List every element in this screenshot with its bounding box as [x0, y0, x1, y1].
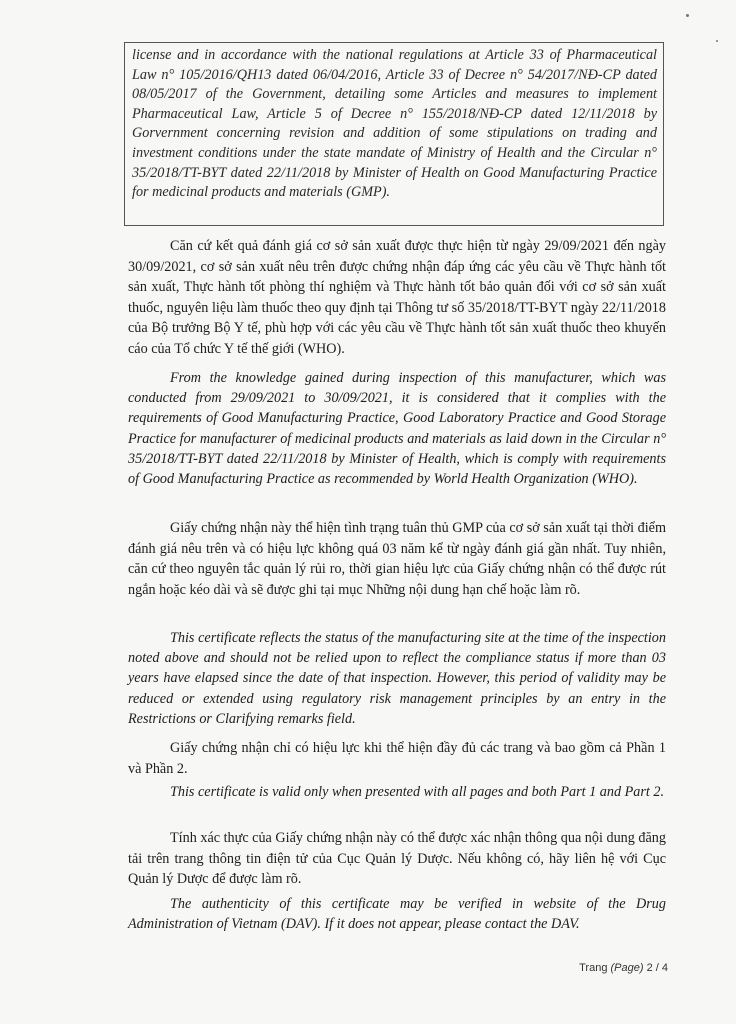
paragraph-inspection-vi: Căn cứ kết quả đánh giá cơ sở sản xuất được thực hiện từ ngày 29/09/2021 đến ngày 30/09/2021, cơ sở sản xuất nêu trên được chứng nhận đáp ứng các yêu cầu về Thực hành tốt sản xuất, Thực hành tốt phòng thí nghiệm và Thực hành tốt bảo quản đối với cơ sở sản xuất thuốc, nguyên liệu làm thuốc theo quy định tại Thông tư số 35/2018/TT-BYT ngày 22/11/2018 của Bộ trưởng Bộ Y tế, phù hợp với các yêu cầu về Thực hành tốt sản xuất thuốc theo khuyến cáo của Tổ chức Y tế thế giới (WHO). [128, 238, 666, 357]
paragraph-authenticity-en: The authenticity of this certificate may be verified in website of the Drug Administration of Vietnam (DAV). If it does not appear, please contact the DAV. [128, 896, 666, 933]
scan-speck [686, 14, 689, 17]
paragraph-authenticity-vi: Tính xác thực của Giấy chứng nhận này có thể được xác nhận thông qua nội dung đăng tải trên trang thông tin điện tử của Cục Quản lý Dược. Nếu không có, hãy liên hệ với Cục Quản lý Dược để được làm rõ. [128, 830, 666, 888]
certificate-bordered-paragraph: license and in accordance with the national regulations at Article 33 of Pharmaceutical Law n° 105/2016/QH13 dated 06/04/2016, Article 33 of Decree n° 54/2017/NĐ-CP dated 08/05/2017 of the Government, detailing some Articles and measures to implement Pharmaceutical Law, Article 5 of Decree n° 155/2018/NĐ-CP dated 12/11/2018 by Gorvernment concerning revision and addition of some stipulations on trading and investment conditions under the state mandate of Ministry of Health and the Circular n° 35/2018/TT-BYT dated 22/11/2018 by Minister of Health on Good Manufacturing Practice for medicinal products and materials (GMP). [124, 42, 664, 226]
paragraph-validity-en: This certificate reflects the status of the manufacturing site at the time of the inspection noted above and should not be relied upon to reflect the compliance status if more than 03 years have elapsed since the date of that inspection. However, this period of validity may be reduced or extended using regulatory risk management principles by an entry in the Restrictions or Clarifying remarks field. [128, 630, 666, 727]
paragraph-inspection-en: From the knowledge gained during inspection of this manufacturer, which was conducted from 29/09/2021 to 30/09/2021, it is considered that it complies with the requirements of Good Manufacturing Practice, Good Laboratory Practice and Good Storage Practice for manufacturer of medicinal products and materials as laid down in the Circular n° 35/2018/TT-BYT dated 22/11/2018 by Minister of Health, which is comply with requirements of Good Manufacturing Practice as recommended by World Health Organization (WHO). [128, 370, 666, 488]
paragraph-pages-en: This certificate is valid only when presented with all pages and both Part 1 and Part 2. [170, 784, 665, 800]
footer-trang: Trang [579, 962, 608, 974]
footer-page-word: (Page) [610, 962, 644, 974]
footer-page-number: 2 / 4 [646, 962, 668, 974]
page-number-footer [579, 962, 668, 974]
paragraph-validity-vi: Giấy chứng nhận này thể hiện tình trạng tuân thủ GMP của cơ sở sản xuất tại thời điểm đánh giá nêu trên và có hiệu lực không quá 03 năm kể từ ngày đánh giá gần nhất. Tuy nhiên, căn cứ theo nguyên tắc quản lý rủi ro, thời gian hiệu lực của Giấy chứng nhận có thể được rút ngắn hoặc kéo dài và sẽ được ghi tại mục Những nội dung hạn chế hoặc làm rõ. [128, 520, 666, 598]
paragraph-pages-vi: Giấy chứng nhận chỉ có hiệu lực khi thể hiện đầy đủ các trang và bao gồm cả Phần 1 và Phần 2. [128, 740, 666, 777]
scan-speck [716, 40, 718, 42]
